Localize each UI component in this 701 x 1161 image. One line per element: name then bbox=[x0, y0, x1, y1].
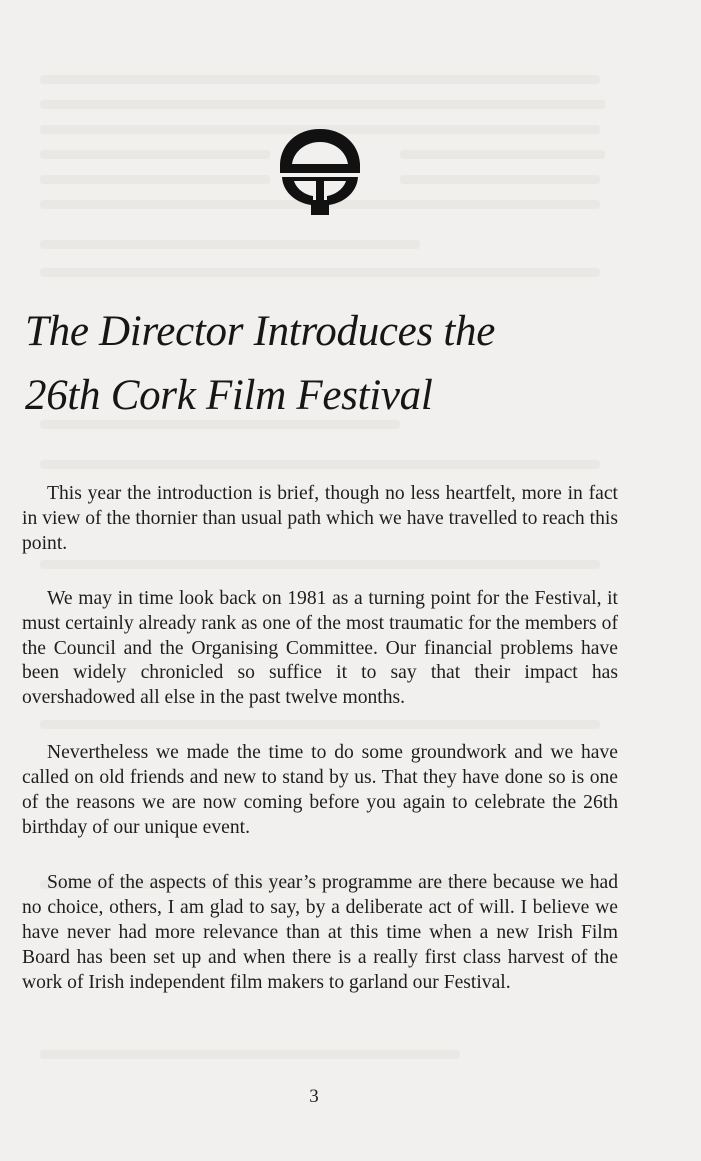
title-line-2: 26th Cork Film Festival bbox=[25, 372, 433, 419]
page-number: 3 bbox=[309, 1086, 319, 1107]
page-title bbox=[25, 300, 675, 428]
title-line-1: The Director Introduces the bbox=[25, 308, 495, 355]
paragraph-4: Some of the aspects of this year’s programme are there because we had no choice, others, I am glad to say, by a deliberate act of will. I believe we have never had more relevance than at this time when a new Irish Film Board has been set up and when there is a really first class harvest of the work of Irish independent film makers to garland our Festival. bbox=[22, 871, 618, 993]
paragraph-3: Nevertheless we made the time to do some groundwork and we have called on old friends and new to stand by us. That they have done so is one of the reasons we are now coming before you again to celebrate the 26th birthday of our unique event. bbox=[22, 742, 618, 838]
cork-film-festival-emblem-icon bbox=[277, 127, 363, 217]
paragraph-2: We may in time look back on 1981 as a turning point for the Festival, it must certainly already rank as one of the most traumatic for the members of the Council and the Organising Committee. Our financial problems have been widely chronicled so suffice it to say that their impact has overshadowed all else in the past twelve months. bbox=[22, 587, 618, 709]
introduction-body bbox=[22, 482, 618, 1025]
paragraph-1: This year the introduction is brief, though no less heartfelt, more in fact in view of the thornier than usual path which we have travelled to reach this point. bbox=[22, 483, 618, 554]
